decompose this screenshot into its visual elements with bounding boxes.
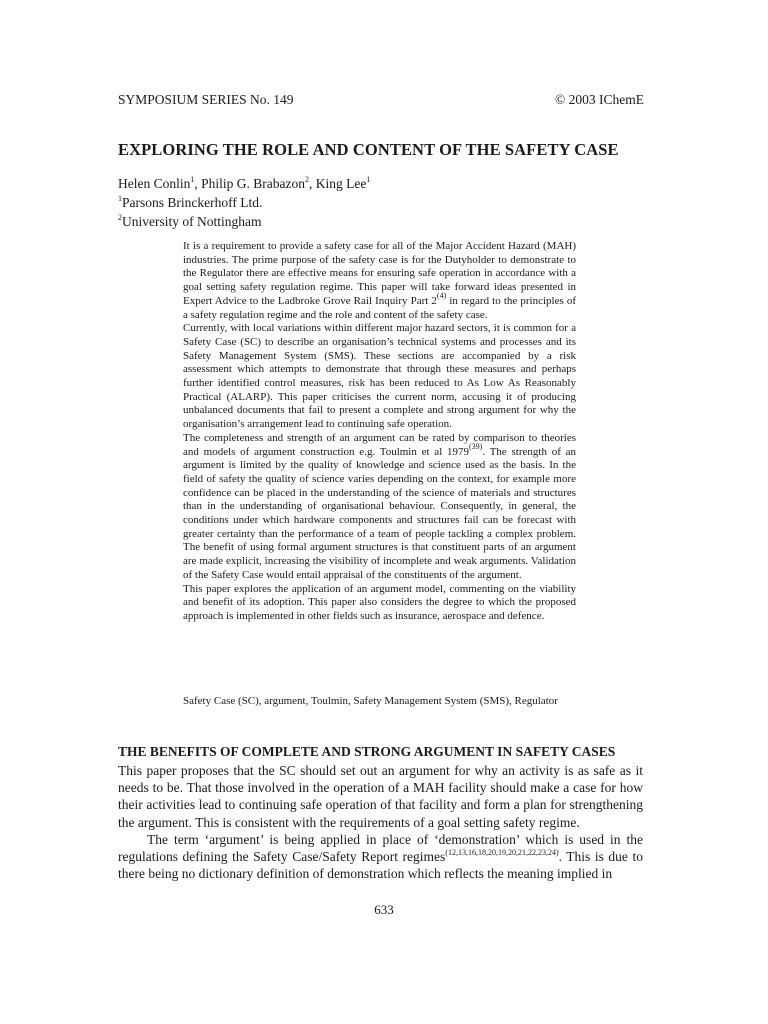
affiliation-marker: 1 bbox=[118, 193, 122, 203]
author-separator: , bbox=[194, 176, 202, 191]
author-name: King Lee bbox=[315, 176, 367, 191]
author-block bbox=[118, 174, 370, 231]
abstract-text: It is a requirement to provide a safety case for all of the Major Accident Hazard (MAH) industries. The prime purpose of the safety case is for the Dutyholder to demonstrate to the Regulator there are effective means for ensuring safe operation in accordance with a goal setting safety regulation regime. This paper will take forward ideas presented in Expert Advice to the Ladbroke Grove Rail Inquiry Part 2 bbox=[183, 240, 576, 307]
affiliation-marker: 1 bbox=[190, 174, 195, 184]
abstract-paragraph: Currently, with local variations within different major hazard sectors, it is common for a Safety Case (SC) to describe an organisation’s technical systems and processes and its Safety Management System (SMS). These sections are accompanied by a risk assessment which attempts to demonstrate that through these measures and perhaps further identified control measures, risk has been reduced to As Low As Reasonably Practical (ALARP). This paper criticises the current norm, accusing it of producing unbalanced documents that fail to present a complete and strong argument for why the organisation’s arrangement lead to continuing safe operation. bbox=[183, 322, 576, 431]
abstract bbox=[183, 240, 576, 624]
body-paragraph bbox=[118, 831, 643, 883]
body-text: . This is due to there being no dictionary definition of demonstration which reflects the meaning implied in bbox=[118, 849, 643, 882]
section-body bbox=[118, 762, 643, 882]
citation-marker: (39) bbox=[469, 441, 483, 451]
paper-title: EXPLORING THE ROLE AND CONTENT OF THE SAFETY CASE bbox=[118, 140, 619, 159]
affiliation-marker: 1 bbox=[366, 174, 371, 184]
page-number: 633 bbox=[374, 902, 394, 917]
author-name: Philip G. Brabazon bbox=[201, 176, 305, 191]
abstract-paragraph: This paper explores the application of an argument model, commenting on the viability and benefit of its adoption. This paper also considers the degree to which the proposed approach is implemented in other fields such as insurance, aerospace and defence. bbox=[183, 582, 576, 622]
citation-marker: (12,13,16,18,20,19,20,21,22,23,24) bbox=[445, 847, 559, 857]
abstract-text: The completeness and strength of an argument can be rated by comparison to theories and models of argument construction e.g. Toulmin et al 1979 bbox=[183, 431, 576, 458]
affiliation-name: University of Nottingham bbox=[122, 214, 262, 229]
affiliation-name: Parsons Brinckerhoff Ltd. bbox=[122, 195, 263, 210]
affiliation bbox=[118, 193, 370, 212]
affiliation-marker: 2 bbox=[118, 212, 122, 222]
abstract-text: . The strength of an argument is limited by the quality of knowledge and science used as the basis. In the field of safety the quality of science varies depending on the context, for example more confidence can be placed in the understanding of the science of materials and structures than in the understanding of organisational behaviour. Consequently, in general, the conditions under which hardware components and structures fail can be forecast with greater certainty than the performance of a team of people tackling a complex problem. The benefit of using formal argument structures is that constituent parts of an argument are made explicit, increasing the visibility of incomplete and weak arguments. Validation of the Safety Case would entail appraisal of the constituents of the argument. bbox=[183, 445, 576, 581]
series-header: SYMPOSIUM SERIES No. 149 bbox=[118, 92, 294, 107]
citation-marker: (4) bbox=[436, 291, 447, 301]
author-separator: , bbox=[309, 176, 316, 191]
body-text: The term ‘argument’ is being applied in place of ‘demonstration’ which is used in the regulations defining the Safety Case/Safety Report regimes bbox=[118, 831, 643, 865]
abstract-text: in regard to the principles of a safety regulation regime and the role and content of the safety case. bbox=[183, 294, 576, 321]
body-paragraph: This paper proposes that the SC should set out an argument for why an activity is as safe as it needs to be. That those involved in the operation of a MAH facility should make a case for how their activities lead to continuing safe operation of that facility and form a plan for strengthening the argument. This is consistent with the requirements of a goal setting safety regime. bbox=[118, 763, 643, 830]
abstract-paragraph bbox=[183, 432, 576, 583]
affiliation-marker: 2 bbox=[305, 174, 309, 184]
section-heading: THE BENEFITS OF COMPLETE AND STRONG ARGUMENT IN SAFETY CASES bbox=[118, 744, 616, 759]
abstract-paragraph bbox=[183, 240, 576, 322]
author-name: Helen Conlin bbox=[118, 176, 191, 191]
affiliation bbox=[118, 212, 370, 231]
keywords: Safety Case (SC), argument, Toulmin, Safety Management System (SMS), Regulator bbox=[183, 695, 558, 707]
copyright-header: © 2003 IChemE bbox=[555, 92, 644, 107]
author-list bbox=[118, 174, 370, 193]
